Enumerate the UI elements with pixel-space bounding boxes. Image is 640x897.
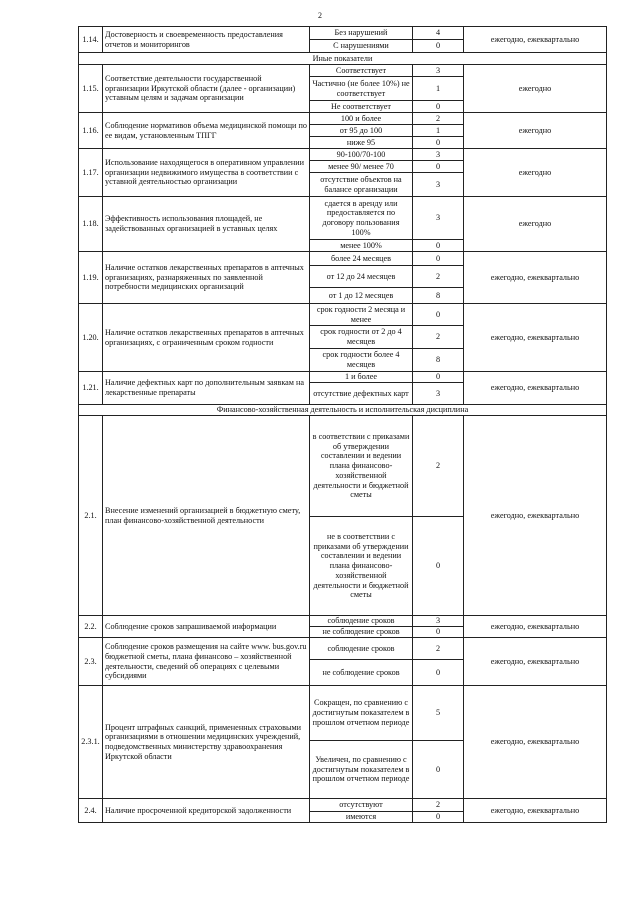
criterion: более 24 месяцев xyxy=(310,252,413,266)
criterion: менее 100% xyxy=(310,240,413,252)
indicator-name: Соблюдение нормативов объема медицинской помощи по ее видам, установленным ТПГГ xyxy=(103,113,310,149)
criterion: отсутствуют xyxy=(310,799,413,812)
score: 3 xyxy=(413,616,464,627)
section-title: Иные показатели xyxy=(79,53,607,65)
score: 2 xyxy=(413,799,464,812)
criterion: Увеличен, по сравнению с достигнутым показателем в прошлом отчетном периоде xyxy=(310,741,413,799)
table-row xyxy=(79,799,607,812)
score: 2 xyxy=(413,113,464,125)
row-number: 1.20. xyxy=(79,304,103,372)
score: 0 xyxy=(413,517,464,616)
table-row xyxy=(79,113,607,125)
criterion: имеются xyxy=(310,812,413,823)
row-number: 2.3.1. xyxy=(79,686,103,799)
table-row xyxy=(79,65,607,77)
section-header-row xyxy=(79,405,607,416)
criterion: от 95 до 100 xyxy=(310,125,413,137)
period: ежегодно, ежеквартально xyxy=(464,638,607,686)
score: 0 xyxy=(413,741,464,799)
score: 3 xyxy=(413,173,464,197)
score: 8 xyxy=(413,349,464,372)
criterion: Частично (не более 10%) не соответствует xyxy=(310,77,413,101)
table-row xyxy=(79,638,607,660)
indicator-name: Эффективность использования площадей, не задействованных организацией в уставных целях xyxy=(103,197,310,252)
indicator-name: Процент штрафных санкций, примененных страховыми организациями в отношении медицинских учреждений, подведомственных министерству здравоохранения Иркутской области xyxy=(103,686,310,799)
period: ежегодно xyxy=(464,113,607,149)
period: ежегодно, ежеквартально xyxy=(464,416,607,616)
criterion: от 12 до 24 месяцев xyxy=(310,266,413,288)
score: 0 xyxy=(413,40,464,53)
row-number: 2.1. xyxy=(79,416,103,616)
row-number: 1.19. xyxy=(79,252,103,304)
table-row xyxy=(79,149,607,161)
criterion: отсутствие объектов на балансе организации xyxy=(310,173,413,197)
table-row xyxy=(79,27,607,40)
period: ежегодно, ежеквартально xyxy=(464,372,607,405)
criterion: Не соответствует xyxy=(310,101,413,113)
row-number: 1.21. xyxy=(79,372,103,405)
indicator-name: Наличие дефектных карт по дополнительным заявкам на лекарственные препараты xyxy=(103,372,310,405)
criterion: Без нарушений xyxy=(310,27,413,40)
indicator-name: Внесение изменений организацией в бюджетную смету, план финансово-хозяйственной деятельности xyxy=(103,416,310,616)
criterion: срок годности более 4 месяцев xyxy=(310,349,413,372)
score: 2 xyxy=(413,266,464,288)
criterion: не в соответствии с приказами об утверждении составлении и ведении плана финансово-хозяйственной деятельности и бюджетной сметы xyxy=(310,517,413,616)
indicator-name: Соблюдение сроков запрашиваемой информации xyxy=(103,616,310,638)
criterion: соблюдение сроков xyxy=(310,638,413,660)
section-title: Финансово-хозяйственная деятельность и исполнительская дисциплина xyxy=(79,405,607,416)
criterion: отсутствие дефектных карт xyxy=(310,383,413,405)
criterion: ниже 95 xyxy=(310,137,413,149)
score: 0 xyxy=(413,252,464,266)
score: 3 xyxy=(413,383,464,405)
score: 0 xyxy=(413,240,464,252)
period: ежегодно, ежеквартально xyxy=(464,799,607,823)
score: 2 xyxy=(413,326,464,349)
score: 0 xyxy=(413,101,464,113)
score: 0 xyxy=(413,660,464,686)
indicator-name: Соблюдение сроков размещения на сайте www. bus.gov.ru бюджетной сметы, плана финансово – хозяйственной деятельности, сведений об операциях с целевыми субсидиями xyxy=(103,638,310,686)
period: ежегодно xyxy=(464,197,607,252)
indicator-name: Наличие остатков лекарственных препаратов в аптечных организациях, разнаряженных по заявленной потребности медицинских организаций xyxy=(103,252,310,304)
indicators-table xyxy=(78,26,607,823)
score: 0 xyxy=(413,161,464,173)
score: 2 xyxy=(413,416,464,517)
criterion: менее 90/ менее 70 xyxy=(310,161,413,173)
row-number: 1.15. xyxy=(79,65,103,113)
indicator-name: Наличие остатков лекарственных препаратов в аптечных организациях, с ограниченным сроком годности xyxy=(103,304,310,372)
score: 3 xyxy=(413,65,464,77)
score: 3 xyxy=(413,149,464,161)
score: 1 xyxy=(413,77,464,101)
indicator-name: Использование находящегося в оперативном управлении организации недвижимого имущества в соответствии с уставной деятельностью организации xyxy=(103,149,310,197)
table-row xyxy=(79,252,607,266)
criterion: не соблюдение сроков xyxy=(310,660,413,686)
criterion: 1 и более xyxy=(310,372,413,383)
criterion: сдается в аренду или предоставляется по договору пользования 100% xyxy=(310,197,413,240)
indicator-name: Достоверность и своевременность предоставления отчетов и мониторингов xyxy=(103,27,310,53)
score: 3 xyxy=(413,197,464,240)
criterion: Сокращен, по сравнению с достигнутым показателем в прошлом отчетном периоде xyxy=(310,686,413,741)
criterion: 100 и более xyxy=(310,113,413,125)
score: 0 xyxy=(413,627,464,638)
row-number: 1.14. xyxy=(79,27,103,53)
table-row xyxy=(79,686,607,741)
row-number: 1.17. xyxy=(79,149,103,197)
criterion: срок годности 2 месяца и менее xyxy=(310,304,413,326)
score: 4 xyxy=(413,27,464,40)
score: 0 xyxy=(413,304,464,326)
section-header-row xyxy=(79,53,607,65)
indicator-name: Соответствие деятельности государственной организации Иркутской области (далее - организации) уставным целям и задачам организации xyxy=(103,65,310,113)
score: 2 xyxy=(413,638,464,660)
criterion: не соблюдение сроков xyxy=(310,627,413,638)
criterion: Соответствует xyxy=(310,65,413,77)
score: 8 xyxy=(413,288,464,304)
table-row xyxy=(79,304,607,326)
page-number: 2 xyxy=(318,11,322,20)
row-number: 2.4. xyxy=(79,799,103,823)
period: ежегодно, ежеквартально xyxy=(464,252,607,304)
criterion: 90-100/70-100 xyxy=(310,149,413,161)
criterion: соблюдение сроков xyxy=(310,616,413,627)
score: 0 xyxy=(413,372,464,383)
criterion: от 1 до 12 месяцев xyxy=(310,288,413,304)
table-row xyxy=(79,372,607,383)
criterion: С нарушениями xyxy=(310,40,413,53)
table-row xyxy=(79,416,607,517)
score: 1 xyxy=(413,125,464,137)
period: ежегодно, ежеквартально xyxy=(464,686,607,799)
indicator-name: Наличие просроченной кредиторской задолженности xyxy=(103,799,310,823)
period: ежегодно xyxy=(464,149,607,197)
row-number: 2.2. xyxy=(79,616,103,638)
row-number: 1.16. xyxy=(79,113,103,149)
criterion: срок годности от 2 до 4 месяцев xyxy=(310,326,413,349)
period: ежегодно, ежеквартально xyxy=(464,27,607,53)
table-row xyxy=(79,197,607,240)
score: 0 xyxy=(413,137,464,149)
row-number: 2.3. xyxy=(79,638,103,686)
period: ежегодно, ежеквартально xyxy=(464,304,607,372)
score: 0 xyxy=(413,812,464,823)
table-row xyxy=(79,616,607,627)
row-number: 1.18. xyxy=(79,197,103,252)
criterion: в соответствии с приказами об утверждении составлении и ведении плана финансово-хозяйственной деятельности и бюджетной сметы xyxy=(310,416,413,517)
period: ежегодно xyxy=(464,65,607,113)
period: ежегодно, ежеквартально xyxy=(464,616,607,638)
score: 5 xyxy=(413,686,464,741)
